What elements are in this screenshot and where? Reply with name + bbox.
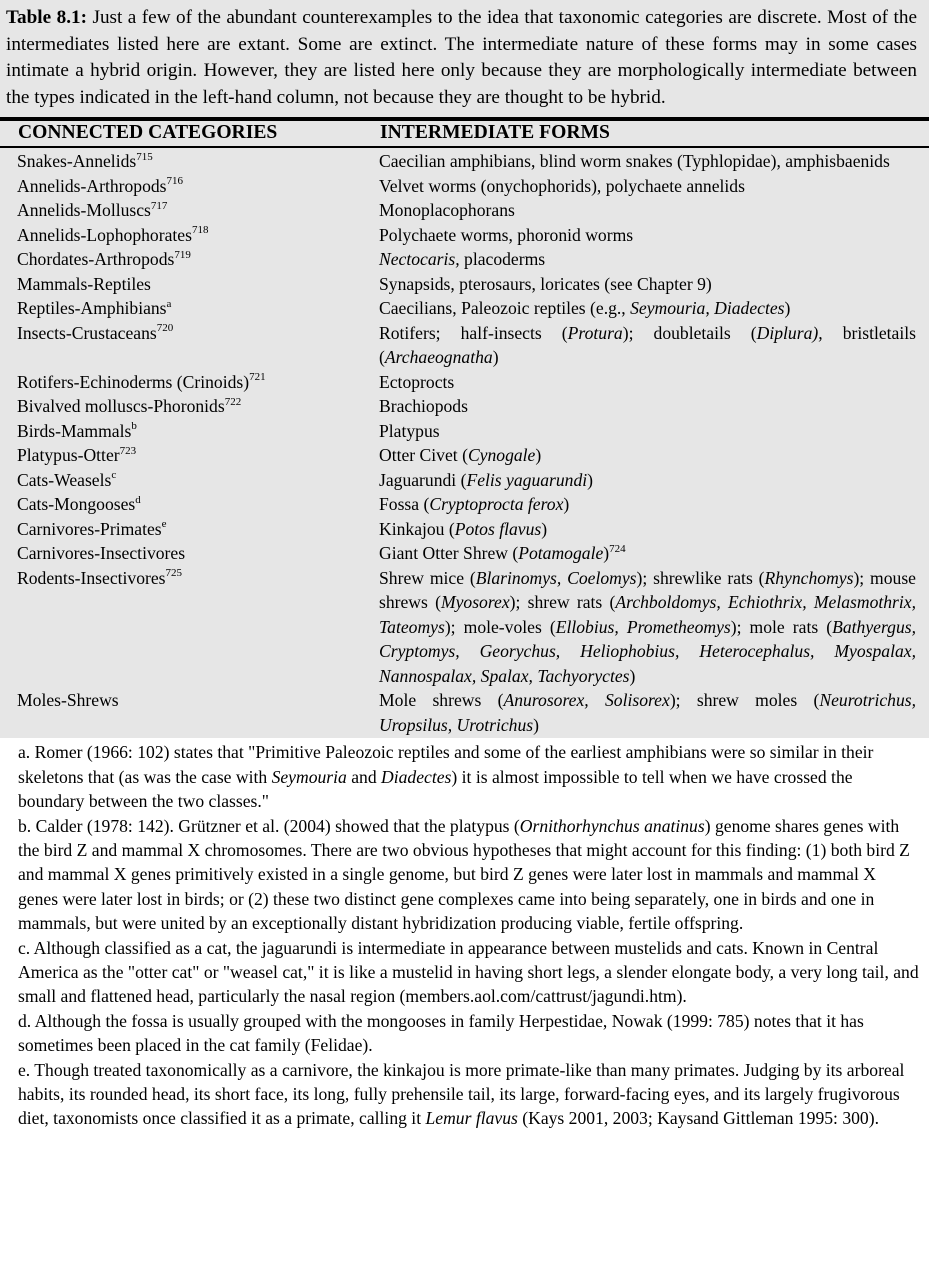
table-row	[0, 517, 929, 542]
table-row	[0, 223, 929, 248]
intermediate-forms-cell: Rotifers; half-insects (Protura); doubletails (Diplura), bristletails (Archaeognatha)	[379, 322, 916, 368]
intermediate-forms-cell: Otter Civet (Cynogale)	[379, 445, 542, 466]
intermediate-forms-cell: Monoplacophorans	[379, 200, 515, 221]
table-row	[0, 321, 929, 370]
connected-category-cell: Carnivores-Primates$^e$	[17, 518, 167, 539]
table-row	[0, 370, 929, 395]
table-row	[0, 394, 929, 419]
footnote: b. Calder (1978: 142). Grützner et al. (2004) showed that the platypus (Ornithorhynchus anatinus) genome shares genes with the bird Z and mammal X chromosomes. There are two obvious hypotheses that might account for this finding: (1) both bird Z and mammal X genes primitively existed in a single genome, but bird Z genes were later lost in mammals and mammal X genes were later lost in birds; or (2) these two distinct gene complexes came into being separately, one in birds and one in mammals, but were united by an exceptionally distant hybridization producing viable, fertile offspring.	[18, 815, 910, 934]
footnote: d. Although the fossa is usually grouped with the mongooses in family Herpestidae, Nowak (1999: 785) notes that it has sometimes been placed in the cat family (Felidae).	[18, 1010, 864, 1056]
footnote-ref: e	[161, 518, 167, 531]
intermediate-forms-cell: Platypus	[379, 420, 440, 441]
intermediate-forms-cell: Brachiopods	[379, 396, 468, 417]
footnote-ref: d	[135, 493, 141, 506]
connected-category-cell: Cats-Weasels$^c$	[17, 469, 117, 490]
intermediate-forms-cell: Jaguarundi (Felis yaguarundi)	[379, 469, 594, 490]
footnote: a. Romer (1966: 102) states that "Primitive Paleozoic reptiles and some of the earliest amphibians were so similar in their skeletons that (as was the case with Seymouria and Diadectes) it is almost impossible to tell when we have crossed the boundary between the two classes."	[18, 742, 874, 812]
footnote: e. Though treated taxonomically as a carnivore, the kinkajou is more primate-like than many primates. Judging by its arboreal habits, its rounded head, its short face, its long, fully prehensile tail, its large, forward-facing eyes, and its largely frugivorous diet, taxonomists once classified it as a primate, calling it Lemur flavus (Kays 2001, 2003; Kaysand Gittleman 1995: 300).	[18, 1059, 905, 1129]
table-footnotes	[0, 738, 929, 1131]
connected-category-cell: Annelids-Arthropods$^{716}$	[17, 175, 184, 196]
table-row	[0, 541, 929, 566]
connected-category-cell: Birds-Mammals$^b$	[17, 420, 137, 441]
header-intermediate-forms: INTERMEDIATE FORMS	[380, 122, 610, 144]
footnote-ref: 722	[224, 395, 242, 408]
footnote-ref: 721	[249, 371, 266, 384]
footnote-ref: 725	[165, 567, 183, 580]
intermediate-forms-cell: Polychaete worms, phoronid worms	[379, 224, 634, 245]
connected-category-cell: Chordates-Arthropods$^{719}$	[17, 248, 191, 270]
table-caption	[0, 0, 929, 113]
table-row	[0, 566, 929, 689]
table-row	[0, 149, 929, 174]
connected-category-cell: Snakes-Annelids$^{715}$	[17, 150, 153, 172]
table-row	[0, 443, 929, 468]
connected-category-cell: Annelids-Molluscs$^{717}$	[17, 199, 168, 221]
table-caption-label: Table 8.1:	[6, 7, 87, 28]
intermediate-forms-cell: Nectocaris, placoderms	[379, 249, 546, 270]
table-header-row	[0, 121, 929, 148]
table-row	[0, 198, 929, 223]
table-row	[0, 688, 929, 737]
connected-category-cell: Bivalved molluscs-Phoronids$^{722}$	[17, 395, 242, 417]
footnote-ref: 719	[174, 248, 191, 261]
connected-category-cell: Rodents-Insectivores$^{725}$	[17, 567, 183, 588]
connected-category-cell: Mammals-Reptiles	[17, 273, 151, 294]
intermediate-forms-cell: Synapsids, pterosaurs, loricates (see Chapter 9)	[379, 273, 712, 294]
table-body	[0, 148, 929, 738]
intermediate-forms-cell: Shrew mice (Blarinomys, Coelomys); shrewlike rats (Rhynchomys); mouse shrews (Myosorex); shrew rats (Archboldomys, Echiothrix, Melasmothrix, Tateomys); mole-voles (Ellobius, Prometheomys); mole rats (Bathyergus, Cryptomys, Georychus, Heliophobius, Heterocephalus, Myospalax, Nannospalax, Spalax, Tachyoryctes)	[379, 567, 916, 686]
connected-category-cell: Cats-Mongooses$^d$	[17, 493, 141, 515]
footnote-ref: 717	[150, 199, 168, 212]
intermediate-forms-cell: Caecilian amphibians, blind worm snakes (Typhlopidae), amphisbaenids	[379, 151, 890, 172]
table-row	[0, 296, 929, 321]
table-row	[0, 468, 929, 493]
footnote-ref: c	[111, 469, 117, 482]
intermediate-forms-cell: Giant Otter Shrew (Potamogale)$^{724}$	[379, 542, 626, 564]
footnote-ref: 715	[136, 150, 153, 163]
connected-category-cell: Carnivores-Insectivores	[17, 543, 186, 564]
footnote-ref: b	[131, 420, 137, 433]
intermediate-forms-cell: Ectoprocts	[379, 371, 455, 392]
header-connected-categories: CONNECTED CATEGORIES	[18, 122, 278, 144]
table-row	[0, 419, 929, 444]
intermediate-forms-cell: Caecilians, Paleozoic reptiles (e.g., Seymouria, Diadectes)	[379, 298, 791, 319]
footnote-ref: 718	[191, 224, 209, 237]
table-row	[0, 492, 929, 517]
table-row	[0, 272, 929, 297]
connected-category-cell: Reptiles-Amphibians$^a$	[17, 297, 172, 319]
footnote-ref: 723	[119, 444, 137, 457]
connected-category-cell: Insects-Crustaceans$^{720}$	[17, 322, 174, 343]
table-row	[0, 247, 929, 272]
intermediate-forms-cell: Velvet worms (onychophorids), polychaete annelids	[379, 175, 745, 196]
footnote-ref: 720	[156, 322, 174, 335]
intermediate-forms-cell: Fossa (Cryptoprocta ferox)	[379, 494, 570, 515]
table-row	[0, 174, 929, 199]
connected-category-cell: Moles-Shrews	[17, 690, 119, 711]
intermediate-forms-cell: Kinkajou (Potos flavus)	[379, 518, 548, 539]
footnote: c. Although classified as a cat, the jaguarundi is intermediate in appearance between mustelids and cats. Known in Central America as the "otter cat" or "weasel cat," it is like a mustelid in having short legs, a slender elongate body, a very long tail, and small and flattened head, particularly the nasal region (members.aol.com/cattrust/jagundi.htm).	[18, 937, 919, 1007]
intermediate-forms-cell: Mole shrews (Anurosorex, Solisorex); shrew moles (Neurotrichus, Uropsilus, Urotrichus)	[379, 690, 916, 735]
footnote-ref: 716	[166, 175, 184, 188]
footnote-ref: a	[166, 297, 172, 310]
connected-category-cell: Rotifers-Echinoderms (Crinoids)$^{721}$	[17, 371, 266, 392]
connected-category-cell: Platypus-Otter$^{723}$	[17, 444, 137, 466]
table-caption-text: Just a few of the abundant counterexamples to the idea that taxonomic categories are discrete. Most of the intermediates listed here are extant. Some are extinct. The intermediate nature of these forms may in some cases intimate a hybrid origin. However, they are listed here only because they are morphologically intermediate between the types indicated in the left-hand column, not because they are thought to be hybrid.	[6, 7, 917, 108]
connected-category-cell: Annelids-Lophophorates$^{718}$	[17, 224, 209, 245]
